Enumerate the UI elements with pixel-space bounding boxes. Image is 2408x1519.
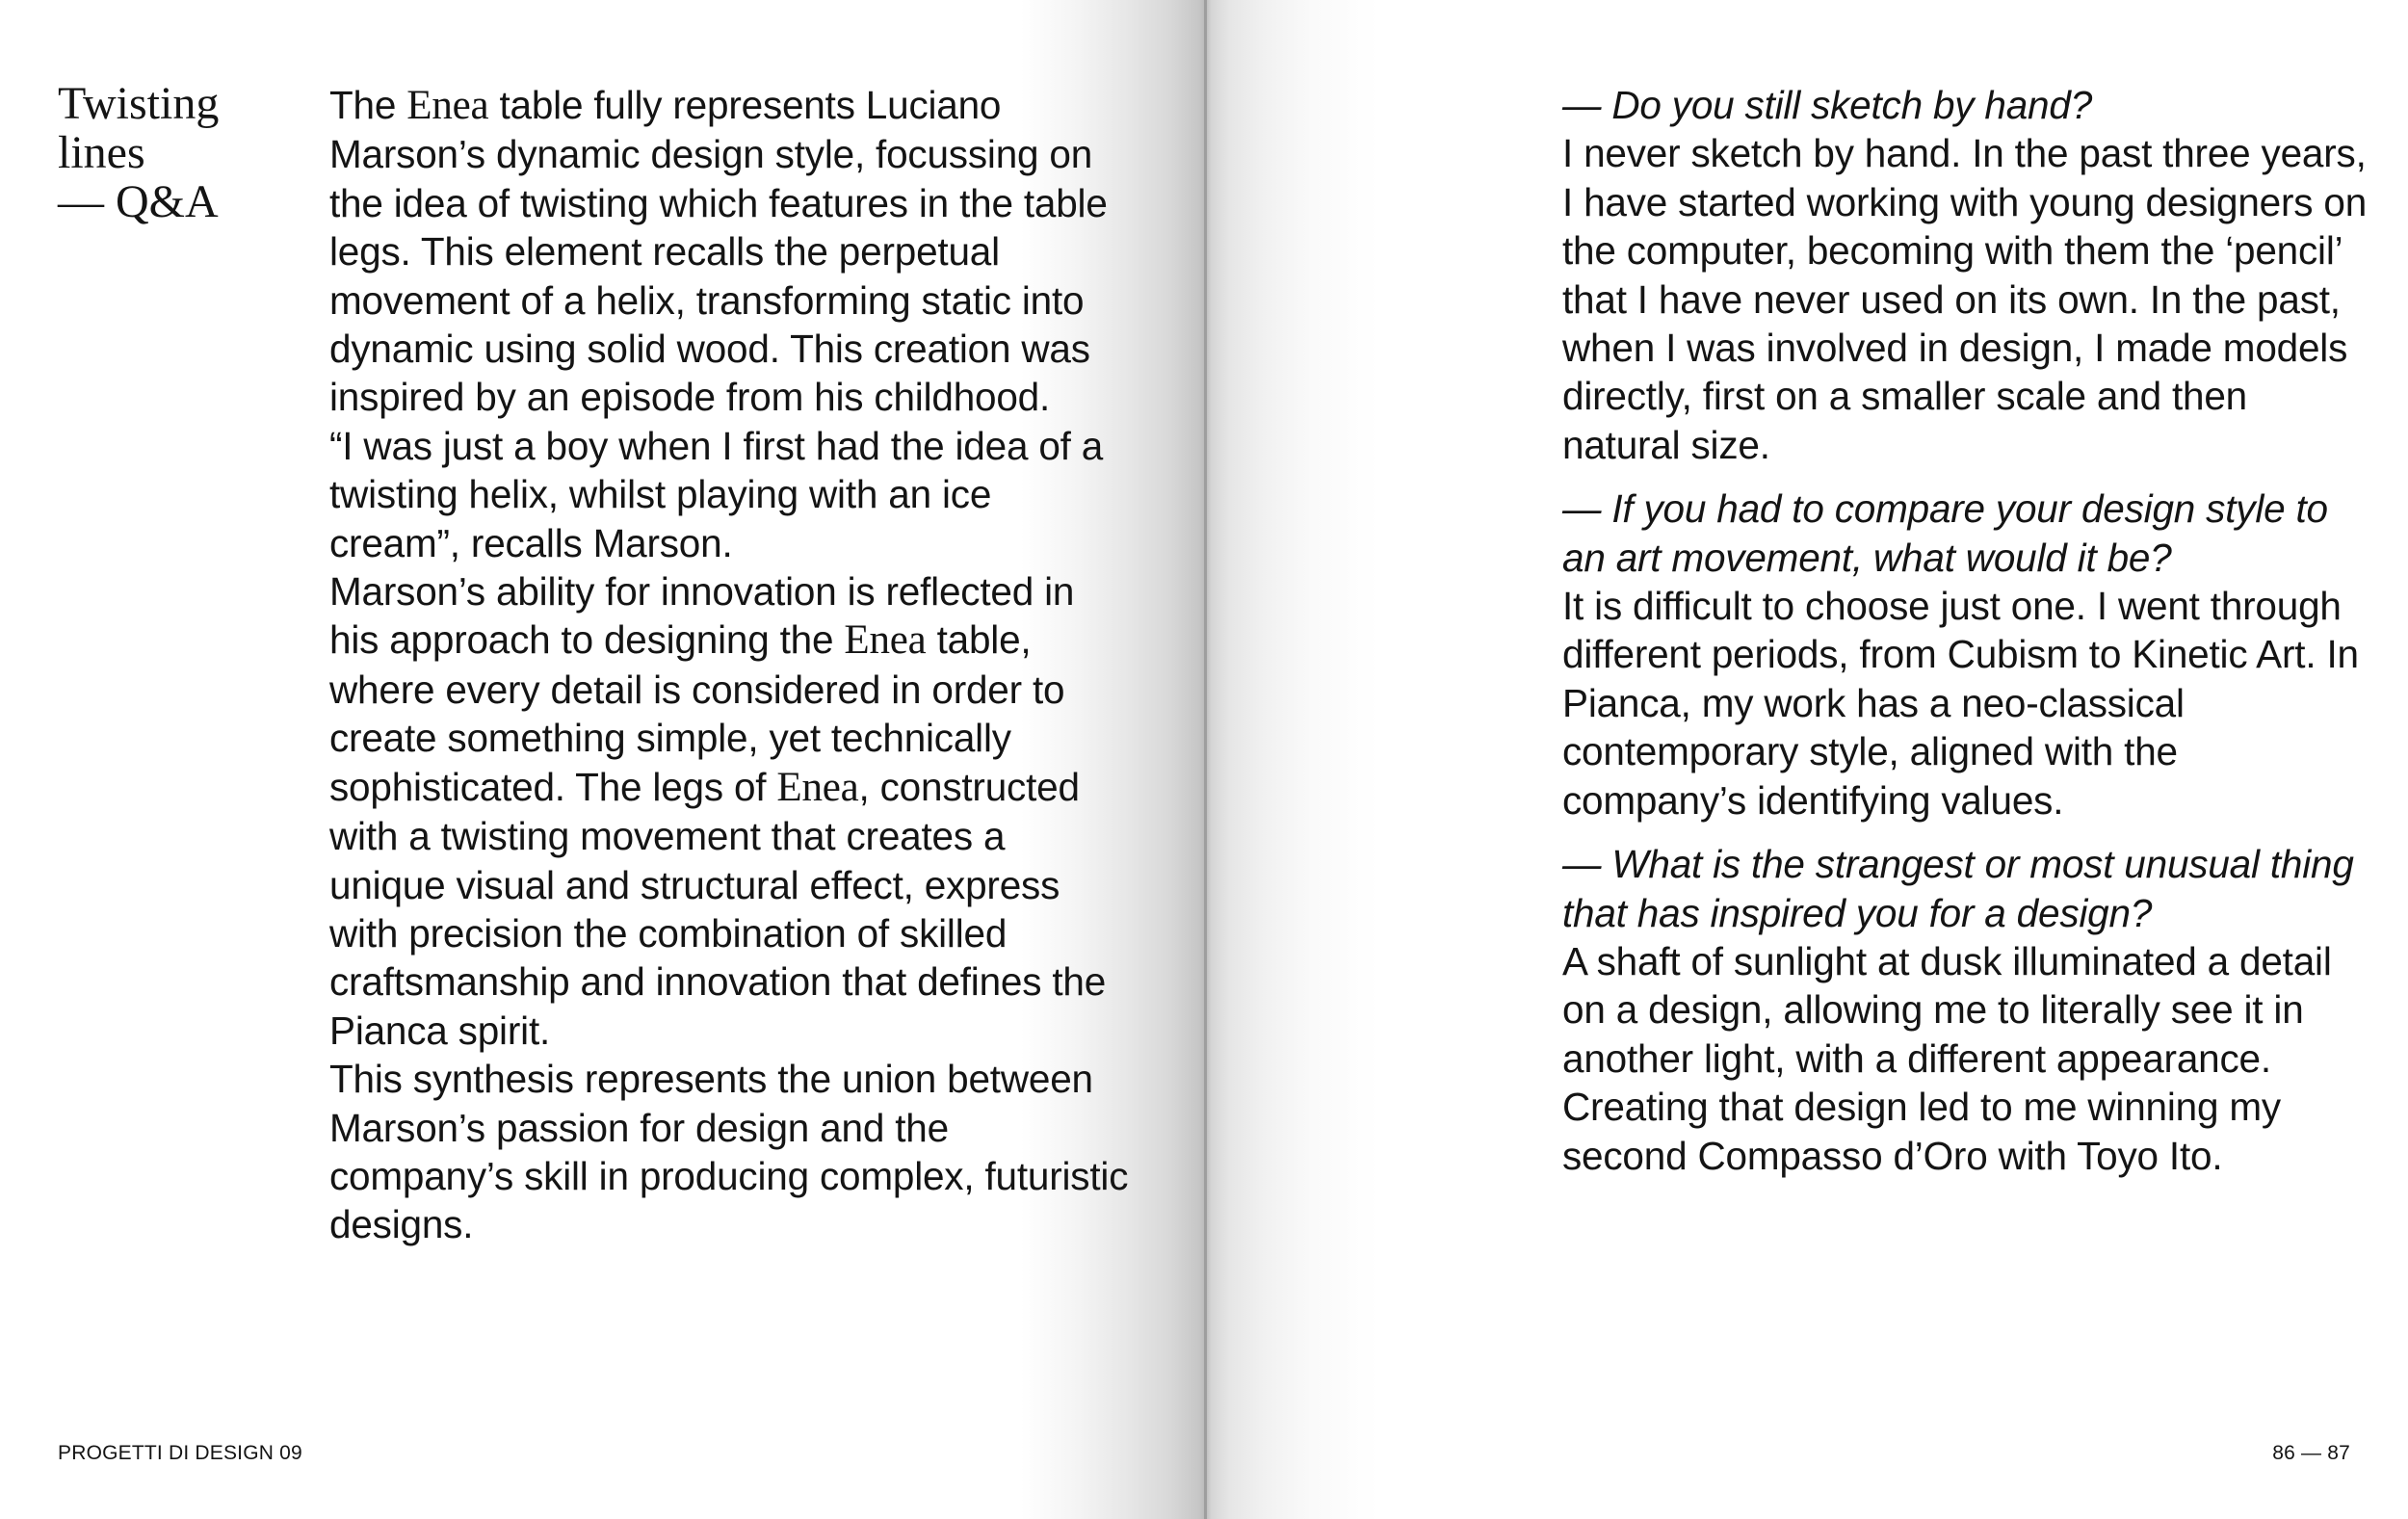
page-numbers: 86 — 87 [2272, 1442, 2350, 1464]
paragraph-1-text-b: table fully represents Luciano Marson’s dynamic design style, focussing on the idea of twisting which features in the table legs. This element recalls the perpetual movement of a helix, transforming static into dynamic using solid wood. This creation was inspired by an episode from his childhood. [329, 83, 1108, 420]
qa-item [1562, 485, 2371, 825]
article-paragraph-2: “I was just a boy when I first had the idea of a twisting helix, whilst playing with an ice cream”, recalls Marson. [329, 423, 1104, 565]
article-paragraph-1 [329, 81, 1129, 422]
product-name-enea: Enea [776, 764, 859, 810]
section-title-line-2: lines [58, 127, 145, 178]
product-name-enea: Enea [406, 83, 489, 128]
qa-answer: It is difficult to choose just one. I went through different periods, from Cubism to Kinetic Art. In Pianca, my work has a neo-classical contemporary style, aligned with the company’s identifying values. [1562, 584, 2359, 823]
qa-question: — What is the strangest or most unusual thing that has inspired you for a design? [1562, 842, 2354, 935]
article-paragraph-3 [329, 567, 1129, 1055]
section-title-line-3: — Q&A [58, 176, 219, 227]
qa-item [1562, 81, 2371, 469]
interview-column [1562, 81, 2371, 1195]
paragraph-1-text-a: The [329, 83, 407, 127]
article-body [329, 81, 1129, 1249]
qa-question: — If you had to compare your design style to an art movement, what would it be? [1562, 486, 2328, 580]
paragraph-3-text-a: Marson’s ability for innovation is reflected in his approach to designing the [329, 569, 1075, 663]
publication-footer: PROGETTI DI DESIGN 09 [58, 1442, 302, 1464]
section-title [58, 79, 308, 226]
qa-item [1562, 840, 2371, 1180]
section-title-line-1: Twisting [58, 78, 220, 129]
paragraph-3-text-b: table, where every detail is considered in order to create something simple, yet technically sophisticated. The legs of [329, 617, 1065, 809]
qa-answer: A shaft of sunlight at dusk illuminated a detail on a design, allowing me to literally see it in another light, with a different appearance. Creating that design led to me winning my second Compasso d’Oro with Toyo Ito. [1562, 938, 2332, 1178]
paragraph-3-text-c: , constructed with a twisting movement that creates a unique visual and structural effect, express with precision the combination of skilled craftsmanship and innovation that defines the Pianca spirit. [329, 764, 1107, 1053]
right-page [1206, 0, 2408, 1519]
qa-answer: I never sketch by hand. In the past three years, I have started working with young designers on the computer, becoming with them the ‘pencil’ that I have never used on its own. In the past, when I was involved in design, I made models directly, first on a smaller scale and then natural size. [1562, 131, 2368, 467]
article-paragraph-4: This synthesis represents the union between Marson’s passion for design and the company’s skill in producing complex, futuristic designs. [329, 1057, 1129, 1247]
book-gutter [1204, 0, 1207, 1519]
qa-question: — Do you still sketch by hand? [1562, 83, 2093, 127]
product-name-enea: Enea [844, 617, 927, 664]
